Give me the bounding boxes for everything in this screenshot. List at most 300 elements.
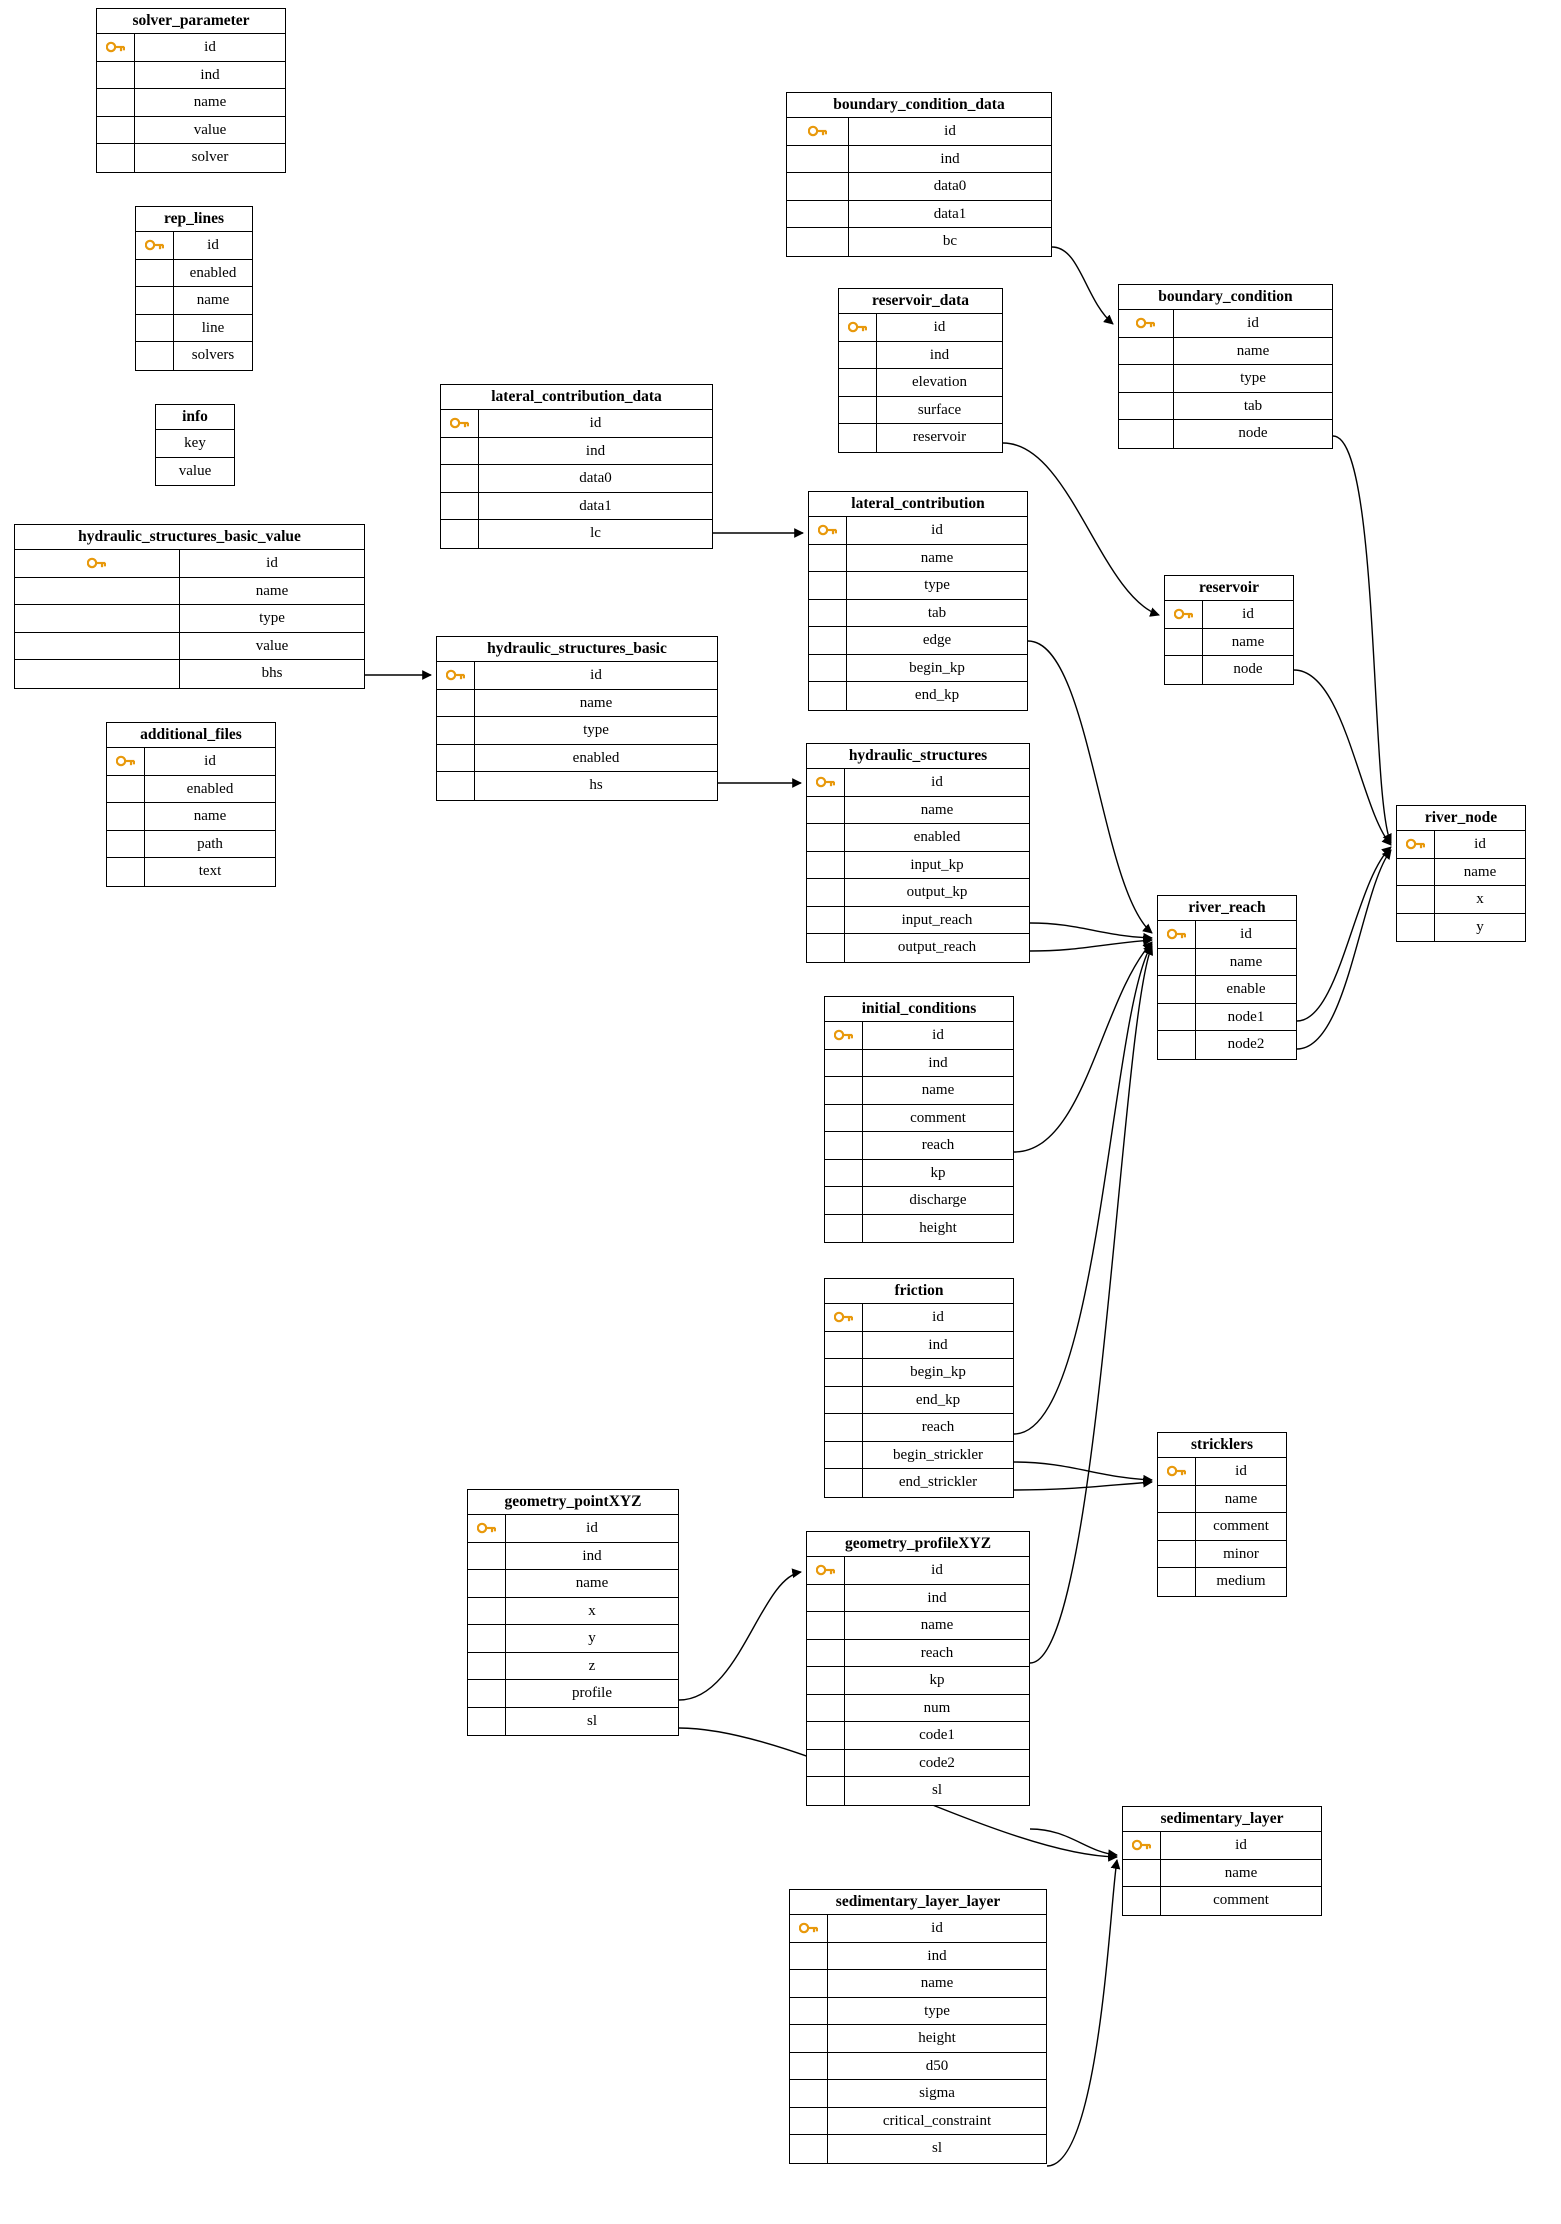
field-name: enabled [189,264,237,281]
field-name: minor [1223,1545,1259,1562]
field-row[interactable] [825,1050,1013,1078]
field-row[interactable] [1397,886,1525,914]
field-list [1158,1458,1286,1596]
field-row[interactable] [441,438,712,466]
entity-lateral_contribution[interactable] [808,491,1028,711]
field-row[interactable] [1158,1031,1296,1059]
field-row[interactable] [807,1667,1029,1695]
field-row[interactable] [156,430,234,458]
field-list [1397,831,1525,941]
field-row[interactable] [825,1332,1013,1360]
field-row[interactable] [790,1943,1046,1971]
field-name: kp [930,1164,946,1181]
field-row[interactable] [15,550,364,578]
field-name: path [197,835,223,852]
field-row[interactable] [790,2135,1046,2163]
field-name: x [588,1602,596,1619]
field-name: x [1476,891,1484,908]
field-row[interactable] [1397,914,1525,942]
field-name: end_kp [915,1391,961,1408]
field-key-slot [1158,1486,1196,1513]
field-row[interactable] [1158,976,1296,1004]
field-key-slot [787,201,849,228]
field-list [107,748,275,886]
field-key-slot [825,1160,863,1187]
field-row[interactable] [1123,1832,1321,1860]
key-icon [839,314,877,341]
field-row[interactable] [437,717,717,745]
field-row[interactable] [825,1105,1013,1133]
field-name: value [193,121,227,138]
field-row[interactable] [156,458,234,486]
field-name: height [919,1219,957,1236]
field-list [156,430,234,485]
field-row[interactable] [809,545,1027,573]
field-row[interactable] [807,1750,1029,1778]
field-row[interactable] [468,1598,678,1626]
field-name: kp [929,1672,945,1689]
field-key-slot [136,260,174,287]
field-list [790,1915,1046,2163]
entity-initial_conditions[interactable] [824,996,1014,1243]
field-row[interactable] [15,660,364,688]
field-name: id [932,1309,944,1326]
field-key-slot [809,545,847,572]
field-row[interactable] [107,776,275,804]
field-row[interactable] [807,907,1029,935]
field-row[interactable] [807,824,1029,852]
field-key-slot [807,934,845,962]
field-row[interactable] [1158,921,1296,949]
field-key-slot [787,173,849,200]
field-row[interactable] [787,173,1051,201]
field-row[interactable] [825,1304,1013,1332]
field-key-slot [807,1695,845,1722]
field-row[interactable] [825,1469,1013,1497]
field-row[interactable] [1119,310,1332,338]
field-key-slot [790,1943,828,1970]
field-key-slot [1119,393,1174,420]
field-row[interactable] [825,1160,1013,1188]
entity-hydraulic_structures_basic_value[interactable] [14,524,365,689]
field-name: name [920,549,954,566]
field-name: id [931,1562,943,1579]
field-name: solver [191,149,229,166]
field-row[interactable] [15,605,364,633]
field-name: line [201,319,225,336]
field-row[interactable] [97,144,285,172]
field-name: node [1238,425,1268,442]
key-icon [468,1515,506,1542]
field-row[interactable] [1158,949,1296,977]
field-row[interactable] [825,1442,1013,1470]
field-row[interactable] [1165,629,1293,657]
entity-geometry_pointXYZ[interactable] [467,1489,679,1736]
field-name: id [204,753,216,770]
field-name: enabled [186,780,234,797]
field-row[interactable] [437,690,717,718]
field-key-slot [97,62,135,89]
entity-reservoir[interactable] [1164,575,1294,685]
entity-title: river_node [1397,806,1525,831]
field-name: id [589,415,602,432]
field-row[interactable] [97,117,285,145]
field-row[interactable] [809,517,1027,545]
entity-title: reservoir_data [839,289,1002,314]
field-row[interactable] [807,1777,1029,1805]
field-row[interactable] [437,662,717,690]
field-row[interactable] [790,1998,1046,2026]
field-row[interactable] [825,1187,1013,1215]
field-name: name [1463,863,1497,880]
field-name: name [1236,342,1270,359]
field-list [136,232,252,370]
field-list [441,410,712,548]
field-row[interactable] [787,201,1051,229]
field-row[interactable] [839,397,1002,425]
field-name: id [933,319,946,336]
field-key-slot [839,397,877,424]
entity-title: lateral_contribution [809,492,1027,517]
field-row[interactable] [468,1680,678,1708]
entity-river_node[interactable] [1396,805,1526,942]
field-row[interactable] [807,1640,1029,1668]
field-key-slot [825,1414,863,1441]
field-name: id [1235,1463,1247,1480]
field-row[interactable] [468,1708,678,1736]
field-row[interactable] [15,578,364,606]
field-name: solvers [191,347,235,364]
field-key-slot [807,797,845,824]
field-key-slot [97,144,135,172]
field-row[interactable] [807,1612,1029,1640]
field-key-slot [1119,420,1174,448]
field-row[interactable] [787,228,1051,256]
field-name: d50 [925,2057,949,2074]
field-row[interactable] [441,410,712,438]
field-name: id [1247,315,1259,332]
field-row[interactable] [1119,420,1332,448]
field-row[interactable] [790,1970,1046,1998]
field-list [809,517,1027,710]
field-row[interactable] [1119,393,1332,421]
field-row[interactable] [136,287,252,315]
field-row[interactable] [1165,601,1293,629]
field-row[interactable] [790,2080,1046,2108]
field-row[interactable] [15,633,364,661]
entity-hydraulic_structures[interactable] [806,743,1030,963]
field-row[interactable] [787,118,1051,146]
field-row[interactable] [1158,1513,1286,1541]
field-row[interactable] [809,682,1027,710]
field-row[interactable] [136,342,252,370]
field-row[interactable] [787,146,1051,174]
field-row[interactable] [468,1653,678,1681]
field-name: begin_kp [910,1364,966,1381]
field-name: id [266,555,278,572]
field-row[interactable] [807,797,1029,825]
field-name: id [590,667,602,684]
field-key-slot [1158,1541,1196,1568]
entity-boundary_condition_data[interactable] [786,92,1052,257]
field-name: name [575,1575,609,1592]
field-row[interactable] [809,627,1027,655]
field-name: type [924,577,950,594]
field-row[interactable] [97,62,285,90]
field-row[interactable] [468,1515,678,1543]
entity-hydraulic_structures_basic[interactable] [436,636,718,801]
field-row[interactable] [437,745,717,773]
field-row[interactable] [825,1215,1013,1243]
field-key-slot [825,1469,863,1497]
field-row[interactable] [807,1585,1029,1613]
field-name: value [178,462,212,479]
field-key-slot [107,803,145,830]
field-row[interactable] [1397,831,1525,859]
field-row[interactable] [809,655,1027,683]
field-name: key [184,435,206,452]
field-row[interactable] [825,1132,1013,1160]
field-name: bc [942,233,958,250]
field-row[interactable] [790,1915,1046,1943]
field-row[interactable] [468,1625,678,1653]
field-row[interactable] [107,831,275,859]
entity-stricklers[interactable] [1157,1432,1287,1597]
field-key-slot [441,520,479,548]
field-key-slot [787,228,849,256]
field-key-slot [441,493,479,520]
key-icon [790,1915,828,1942]
field-row[interactable] [97,34,285,62]
field-row[interactable] [839,424,1002,452]
entity-title: info [156,405,234,430]
field-name: node2 [1227,1036,1265,1053]
field-key-slot [468,1625,506,1652]
field-name: hs [589,777,603,794]
field-row[interactable] [441,465,712,493]
field-key-slot [839,369,877,396]
field-key-slot [790,2025,828,2052]
field-name: code2 [919,1754,955,1771]
entity-sedimentary_layer[interactable] [1122,1806,1322,1916]
field-list [437,662,717,800]
field-name: id [1474,836,1486,853]
field-list [1119,310,1332,448]
field-row[interactable] [1158,1486,1286,1514]
field-key-slot [1158,1568,1196,1596]
field-key-slot [825,1105,863,1132]
field-key-slot [15,660,180,688]
field-key-slot [809,600,847,627]
field-name: sl [931,1782,942,1799]
field-key-slot [468,1543,506,1570]
field-row[interactable] [790,2108,1046,2136]
field-list [1165,601,1293,684]
key-icon [807,769,845,796]
field-key-slot [15,578,180,605]
field-name: name [196,292,230,309]
field-name: output_kp [906,884,968,901]
field-row[interactable] [468,1543,678,1571]
field-name: name [1224,1864,1258,1881]
field-row[interactable] [807,934,1029,962]
field-row[interactable] [809,572,1027,600]
field-row[interactable] [1158,1458,1286,1486]
field-name: comment [1213,1892,1269,1909]
entity-info[interactable] [155,404,235,486]
field-key-slot [136,287,174,314]
field-key-slot [441,465,479,492]
field-name: data0 [579,470,612,487]
field-key-slot [468,1570,506,1597]
field-key-slot [15,633,180,660]
field-row[interactable] [1158,1541,1286,1569]
field-row[interactable] [807,769,1029,797]
entity-title: sedimentary_layer_layer [790,1890,1046,1915]
field-row[interactable] [839,342,1002,370]
field-row[interactable] [807,852,1029,880]
entity-friction[interactable] [824,1278,1014,1498]
entity-boundary_condition[interactable] [1118,284,1333,449]
field-name: code1 [919,1727,955,1744]
field-row[interactable] [97,89,285,117]
field-row[interactable] [1158,1568,1286,1596]
field-row[interactable] [807,1695,1029,1723]
field-row[interactable] [790,2025,1046,2053]
field-name: medium [1216,1573,1266,1590]
field-name: name [193,94,227,111]
field-row[interactable] [1123,1887,1321,1915]
entity-rep_lines[interactable] [135,206,253,371]
field-row[interactable] [107,803,275,831]
field-row[interactable] [107,748,275,776]
field-key-slot [1397,859,1435,886]
field-name: id [204,39,216,56]
field-key-slot [825,1215,863,1243]
field-row[interactable] [809,600,1027,628]
field-key-slot [825,1187,863,1214]
entity-river_reach[interactable] [1157,895,1297,1060]
key-icon [825,1304,863,1331]
entity-additional_files[interactable] [106,722,276,887]
field-row[interactable] [136,315,252,343]
entity-reservoir_data[interactable] [838,288,1003,453]
field-name: value [255,637,289,654]
field-name: name [193,808,227,825]
key-icon [1158,1458,1196,1485]
field-name: tab [1243,397,1263,414]
field-name: ind [927,1947,947,1964]
field-row[interactable] [107,858,275,886]
field-name: end_kp [914,687,960,704]
field-name: enabled [572,749,620,766]
field-row[interactable] [790,2053,1046,2081]
field-key-slot [807,852,845,879]
entity-title: reservoir [1165,576,1293,601]
field-name: name [255,582,289,599]
field-name: sigma [919,2085,955,2102]
field-name: ind [929,346,950,363]
field-row[interactable] [1158,1004,1296,1032]
entity-title: hydraulic_structures_basic [437,637,717,662]
field-name: name [1224,1490,1258,1507]
entity-title: hydraulic_structures_basic_value [15,525,364,550]
field-name: reach [920,1644,954,1661]
field-name: height [918,2030,956,2047]
field-name: elevation [912,374,967,391]
entity-title: additional_files [107,723,275,748]
entity-title: boundary_condition_data [787,93,1051,118]
field-row[interactable] [839,314,1002,342]
field-row[interactable] [468,1570,678,1598]
field-row[interactable] [807,879,1029,907]
field-key-slot [1123,1860,1161,1887]
field-key-slot [107,776,145,803]
field-key-slot [825,1132,863,1159]
field-key-slot [1158,1031,1196,1059]
field-name: reach [921,1137,955,1154]
field-row[interactable] [1397,859,1525,887]
field-name: id [931,522,943,539]
field-key-slot [468,1708,506,1736]
entity-geometry_profileXYZ[interactable] [806,1531,1030,1806]
field-row[interactable] [807,1557,1029,1585]
field-name: z [588,1657,596,1674]
field-key-slot [807,1585,845,1612]
field-key-slot [107,831,145,858]
field-row[interactable] [1165,656,1293,684]
field-row[interactable] [839,369,1002,397]
field-name: type [583,722,609,739]
field-row[interactable] [437,772,717,800]
key-icon [136,232,174,259]
field-name: sl [931,2140,942,2157]
field-name: name [920,1975,954,1992]
field-row[interactable] [807,1722,1029,1750]
field-row[interactable] [136,260,252,288]
entity-title: hydraulic_structures [807,744,1029,769]
field-name: id [1242,606,1254,623]
entity-sedimentary_layer_layer[interactable] [789,1889,1047,2164]
field-row[interactable] [825,1077,1013,1105]
key-icon [787,118,849,145]
field-key-slot [787,146,849,173]
field-name: ind [928,1336,948,1353]
field-key-slot [1158,1513,1196,1540]
entity-title: sedimentary_layer [1123,1807,1321,1832]
field-row[interactable] [1123,1860,1321,1888]
field-name: discharge [909,1192,967,1209]
entity-title: rep_lines [136,207,252,232]
field-row[interactable] [1119,338,1332,366]
entity-solver_parameter[interactable] [96,8,286,173]
field-row[interactable] [825,1387,1013,1415]
field-key-slot [1165,629,1203,656]
field-row[interactable] [136,232,252,260]
field-name: data1 [933,205,967,222]
field-name: reach [921,1419,955,1436]
entity-lateral_contribution_data[interactable] [440,384,713,549]
field-row[interactable] [825,1359,1013,1387]
field-row[interactable] [825,1414,1013,1442]
field-row[interactable] [441,493,712,521]
field-row[interactable] [825,1022,1013,1050]
field-row[interactable] [441,520,712,548]
field-row[interactable] [1119,365,1332,393]
field-name: id [1240,926,1252,943]
field-key-slot [807,1667,845,1694]
field-key-slot [839,342,877,369]
